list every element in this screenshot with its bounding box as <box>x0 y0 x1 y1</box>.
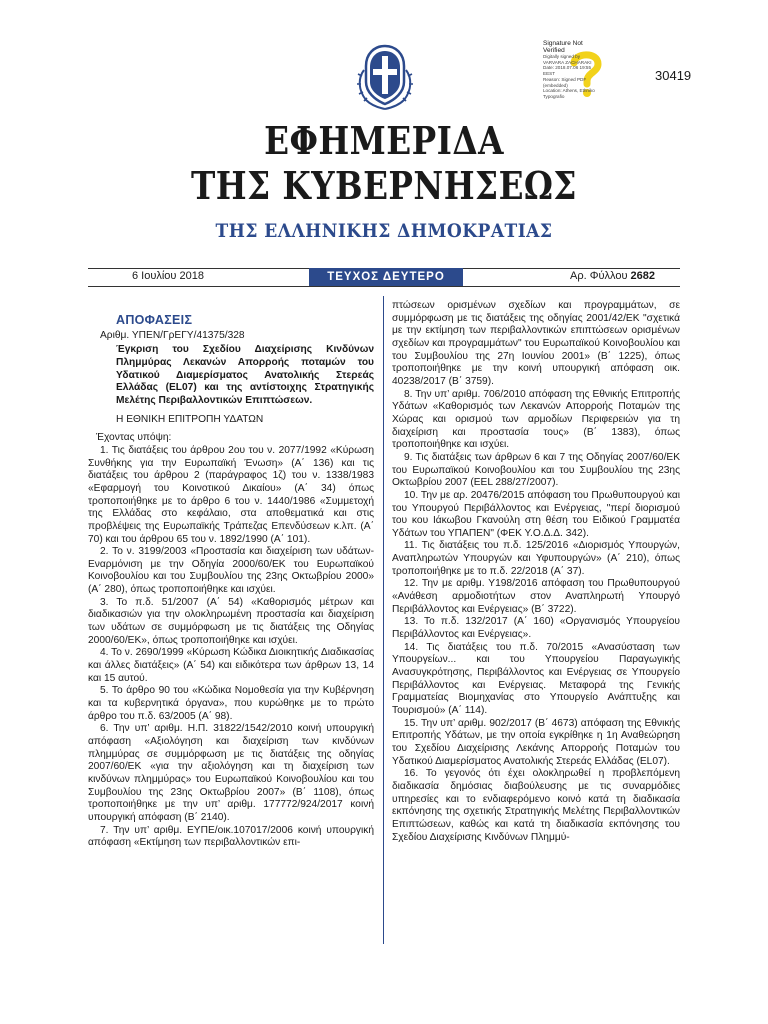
paragraph: 8. Την υπ’ αριθμ. 706/2010 απόφαση της Εθνικής Επιτροπής Υδάτων «Καθορισμός των Λεκανών Απορροής Ποταμών της Χώρας και ορισμού των αρμοδίων Περιφερειών για τη διαχείριση και προστασία τους» (Β΄ 1383), όπως τροποποιήθηκε και ισχύει. <box>392 388 680 451</box>
intro-text: Έχοντας υπόψη: <box>96 432 172 444</box>
gazette-title: ΕΦΗΜΕΡΙΔΑ <box>264 118 504 163</box>
paragraph: 2. Το ν. 3199/2003 «Προστασία και διαχείριση των υδάτων-Εναρμόνιση με την Οδηγία 2000/60/ΕΚ του Ευρωπαϊκού Κοινοβουλίου και του Συμβουλίου της 23ης Οκτωβρίου 2000» (Α΄ 280), όπως τροποποιήθηκε και ισχύει. <box>88 546 374 596</box>
issue-date: 6 Ιουλίου 2018 <box>132 270 204 282</box>
paragraph: 11. Τις διατάξεις του π.δ. 125/2016 «Διορισμός Υπουργών, Αναπληρωτών Υπουργών και Υφυπουργών» (Α΄ 210), όπως τροποποιήθηκε με το π.δ. 22/2018 (Α΄ 37). <box>392 540 680 577</box>
signature-detail: EEST <box>543 71 555 77</box>
gazette-subtitle: ΤΗΣ ΕΛΛΗΝΙΚΗΣ ΔΗΜΟΚΡΑΤΙΑΣ <box>215 220 553 242</box>
paragraph: πτώσεων ορισμένων σχεδίων και προγραμμάτων, σε συμμόρφωση με τις διατάξεις της οδηγίας 2001/42/ΕΚ "σχετικά με την εκτίμηση των περιβαλλοντικών επιπτώσεων ορισμένων σχεδίων και προγραμμάτων" του Ευρωπαϊκού Κοινοβουλίου και του Συμβουλίου της 27η Ιουνίου 2001» (Β΄ 1225), όπως τροποποιήθηκε με την κοινή υπουργική απόφαση οικ. 40238/2017 (Β΄ 3759). <box>392 300 680 387</box>
paragraph: 13. Το π.δ. 132/2017 (Α΄ 160) «Οργανισμός Υπουργείου Περιβάλλοντος και Ενέργειας». <box>392 616 680 641</box>
left-column <box>88 314 374 850</box>
paragraph: 5. Το άρθρο 90 του «Κώδικα Νομοθεσία για την Κυβέρνηση και τα κυβερνητικά όργανα», που κυρώθηκε με το πρώτο άρθρο του π.δ. 63/2005 (Α΄ 98). <box>88 685 374 722</box>
signature-title: Signature Not <box>543 40 583 47</box>
paragraph: 14. Τις διατάξεις του π.δ. 70/2015 «Ανασύσταση των Υπουργείων... και του Υπουργείου Παραγωγικής Ανασυγκρότησης, Περιβάλλοντος και Ενέργειας σε Υπουργείο Περιβάλλοντος και Ενέργειας. Μεταφορά της Γενικής Γραμματείας Βιομηχανίας στο Υπουργείο Ανάπτυξης και Τουρισμού» (Α΄ 114). <box>392 641 680 716</box>
paragraph: 7. Την υπ’ αριθμ. ΕΥΠΕ/οικ.107017/2006 κοινή υπουργική απόφαση «Εκτίμηση των περιβαλλοντικών επι- <box>88 824 374 849</box>
issue-series-badge: ΤΕΥΧΟΣ ΔΕΥΤΕΡΟ <box>309 268 463 286</box>
signature-detail: Date: 2018.07.06 19:55 <box>543 65 592 71</box>
issuing-authority: Η ΕΘΝΙΚΗ ΕΠΙΤΡΟΠΗ ΥΔΑΤΩΝ <box>116 413 264 425</box>
sheet-number <box>570 270 655 282</box>
decision-reference: Αριθμ. ΥΠΕΝ/ΓρΕΓΥ/41375/328 <box>100 329 245 341</box>
paragraph: 4. Το ν. 2690/1999 «Κύρωση Κώδικα Διοικητικής Διαδικασίας και άλλες διατάξεις» (Α΄ 54) και ειδικότερα των άρθρων 13, 14 και 15 αυτού. <box>88 647 374 684</box>
signature-detail: VARVARA ZACHARAKI <box>543 59 592 65</box>
gazette-title: ΤΗΣ ΚΥΒΕΡΝΗΣΕΩΣ <box>191 163 577 208</box>
greek-coat-of-arms-icon <box>356 40 414 110</box>
right-column <box>392 300 680 844</box>
signature-detail: (embedded) <box>543 82 568 88</box>
sheet-label: Αρ. Φύλλου <box>570 270 628 282</box>
header-rule <box>88 286 680 287</box>
paragraph: 16. Το γεγονός ότι έχει ολοκληρωθεί η προβλεπόμενη διαδικασία δημόσιας διαβούλευσης με τις συναρμόδιες υπηρεσίες και το ενδιαφερόμενο κοινό κατά τη διαδικασία εκπόνησης της σχετικής Στρατηγικής Μελέτης Περιβαλλοντικών Επιπτώσεων, καθώς και κατά τη διαδικασία εκπόνησης του Σχεδίου Διαχείρισης Κινδύνων Πλημμύ- <box>392 768 680 843</box>
paragraph: 15. Την υπ’ αριθμ. 902/2017 (Β΄ 4673) απόφαση της Εθνικής Επιτροπής Υδάτων, με την οποία εγκρίθηκε η 1η Αναθεώρηση του Σχεδίου Διαχείρισης Λεκάνης Απορροής Ποταμών του Υδατικού Διαμερίσματος Ανατολικής Στερεάς Ελλάδας (EL07). <box>392 717 680 767</box>
paragraph: 12. Την με αριθμ. Υ198/2016 απόφαση του Πρωθυπουργού «Ανάθεση αρμοδιοτήτων στον Αναπληρωτή Υπουργό Περιβάλλοντος και Ενέργειας» (Β΄ 3722). <box>392 578 680 615</box>
signature-detail: Typografio <box>543 93 565 99</box>
sheet-number-value: 2682 <box>630 270 656 282</box>
signature-detail: Digitally signed by <box>543 54 581 59</box>
paragraph: 6. Την υπ’ αριθμ. Η.Π. 31822/1542/2010 κοινή υπουργική απόφαση «Αξιολόγηση και διαχείριση των κινδύνων πλημμύρας σε συμμόρφωση με τις διατάξεις της οδηγίας 2007/60/ΕΚ «για την αξιολόγηση και τη διαχείριση των κινδύνων πλημμύρας» του Ευρωπαϊκού Κοινοβουλίου και του Συμβουλίου της 23ης Οκτωβρίου 2007» (Β΄ 1108), όπως τροποποιήθηκε με την υπ’ αριθμ. 177772/924/2017 κοινή υπουργική απόφαση (Β΄ 2140). <box>88 723 374 823</box>
decision-title: Έγκριση του Σχεδίου Διαχείρισης Κινδύνων Πλημμύρας Λεκανών Απορροής ποταμών του Υδατικού Διαμερίσματος Ανατολικής Στερεάς Ελλάδας (EL07) και της αντίστοιχης Στρατηγικής Μελέτης Περιβαλλοντικών Επιπτώσεων. <box>116 344 374 406</box>
paragraph: 10. Την με αρ. 20476/2015 απόφαση του Πρωθυπουργού και του Υπουργού Περιβάλλοντος και Ενέργειας, "περί διορισμού του κου Ιάκωβου Γκανούλη στη θέση του Ειδικού Γραμματέα Υδάτων του ΥΠΑΠΕΝ" (ΦΕΚ Υ.Ο.Δ.Δ. 342). <box>392 489 680 539</box>
signature-detail: Location: Athens, Ethniko <box>543 88 595 94</box>
signature-title: Verified <box>543 47 565 54</box>
paragraph: 9. Τις διατάξεις των άρθρων 6 και 7 της Οδηγίας 2007/60/ΕΚ του Ευρωπαϊκού Κοινοβουλίου και του Συμβουλίου της 23ης Οκτωβρίου 2007 (EEL 288/27/2007). <box>392 451 680 489</box>
page-number: 30419 <box>655 68 692 83</box>
digital-signature-stamp <box>543 40 623 118</box>
paragraph: 3. Το π.δ. 51/2007 (Α΄ 54) «Καθορισμός μέτρων και διαδικασιών για την ολοκληρωμένη προστασία και διαχείριση των υδάτων σε συμμόρφωση με τις διατάξεις της Οδηγίας 2000/60/ΕΚ», όπως τροποποιήθηκε και ισχύει. <box>88 596 374 646</box>
column-divider <box>383 296 384 944</box>
section-heading: ΑΠΟΦΑΣΕΙΣ <box>116 313 193 327</box>
signature-detail: Reason: Signed PDF <box>543 76 587 82</box>
paragraph: 1. Τις διατάξεις του άρθρου 2ου του ν. 2077/1992 «Κύρωση Συνθήκης για την Ευρωπαϊκή Ένωση» (Α΄ 136) και τις διατάξεις του άρθρου 2 (παράγραφος 1ζ) του ν. 1338/1983 «Εφαρμογή του Κοινοτικού Δικαίου» (Α΄ 34) όπως τροποποιήθηκε με το άρθρο 6 του ν. 1440/1986 «Συμμετοχή της Ελλάδας στο κεφάλαιο, στα αποθεματικά και στις προβλέψεις της Ευρωπαϊκής Τράπεζας Επενδύσεων κ.λπ. (Α΄ 70) και του άρθρου 65 του ν. 1892/1990 (Α΄ 101). <box>88 444 374 545</box>
